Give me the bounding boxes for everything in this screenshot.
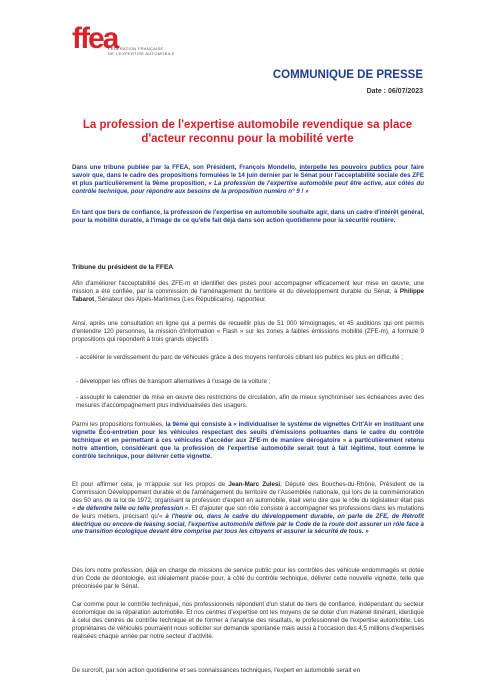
intro-paragraph-1 xyxy=(72,164,424,196)
press-release-title: COMMUNIQUE DE PRESSE xyxy=(272,69,423,81)
body-p3-emphasis: la 9ème qui consiste à « individualiser le système de vignettes Crit'Air en instituant une vignette Éco-entretien pour les véhicules respectant des seuils d'émissions polluantes dans le cadre du contrôle technique et en permettant à ces véhicules d'accéder aux ZFE-m de manière dérogatoire » a particulièrement retenu notre attention, considérant que la profession de l'expertise automobile serait tout à fait légitime, tout comme le contrôle technique, pour délivrer cette vignette. xyxy=(72,421,424,460)
body-paragraph-2: Ainsi, après une consultation en ligne qui a permis de recueillir plus de 51 000 témoignages, et 45 auditions qui ont permis d'entendre 120 personnes, la mission d'information « Flash » sur les zones à faibles émissions mobilité (ZFE-m), a formulé 9 propositions qui répondent à trois grands objectifs : xyxy=(72,320,424,343)
body-paragraph-1 xyxy=(72,280,424,304)
bullet-item-2: - développer les offres de transport alternatives à l'usage de la voiture ; xyxy=(76,378,271,385)
bullet-item-1: - accélérer le verdissement du parc de véhicules grâce à des moyens renforcés ciblant les publics les plus en difficulté ; xyxy=(76,354,403,361)
body-p1-name: Philippe Tabarot xyxy=(72,287,424,303)
body-p4-name: Jean-Marc Zulesi xyxy=(228,481,281,488)
body-p1-b: , Sénateur des Alpes-Maritimes (Les Républicains), rapporteur. xyxy=(94,295,267,303)
headline-line-1: La profession de l'expertise automobile revendique sa place xyxy=(82,119,413,131)
logo-line-1: FÉDÉRATION FRANÇAISE xyxy=(108,46,164,51)
logo-line-2: DE L'EXPERTISE AUTOMOBILE xyxy=(108,51,175,56)
intro-paragraph-2: En tant que tiers de confiance, la profession de l'expertise en automobile souhaite agir, dans un cadre d'intérêt général, pour la mobilité durable, à l'image de ce qu'elle fait déjà dans son action quotidienne pour la sécurité routière. xyxy=(72,209,424,224)
body-p4-quote-2: à l'heure où, dans le cadre du développement durable, on parle de ZFE, de Rétrofit électrique ou encore de leasing social, l'expertise automobile définie par le Code de la route doit assurer un rôle face à une transition écologique devant être comprise par tous les citoyens et assurer la sécurité de tous. » xyxy=(72,512,424,536)
intro-p1-b: pour faire savoir que, dans le cadre des propositions formulées le 14 juin dernier par le Sénat pour l'acceptabilité sociale des ZFE et plus particulièrement la 9ème proposition, xyxy=(72,164,424,187)
body-paragraph-7: De surcroît, par son action quotidienne et ses connaissances techniques, l'expert en automobile serait en xyxy=(72,667,361,674)
body-paragraph-4 xyxy=(72,481,424,536)
body-p4-d: ». Et d'ajouter que son rôle consiste à accompagner les professions dans les mutations de leurs métiers, précisant qu'« xyxy=(72,504,424,520)
intro-p1-a: Dans une tribune publiée par la FFEA, son Président, François Mondello, xyxy=(72,164,300,171)
bullet-item-3: - assouplir le calendrier de mise en œuvre des restrictions de circulation, afin de mieux synchroniser ses échéances avec des mesures d'accompagnement plus individualisées des usagers. xyxy=(76,394,424,409)
intro-p1-underline: interpelle les pouvoirs publics xyxy=(299,164,392,171)
section-title: Tribune du président de la FFEA xyxy=(72,264,174,271)
body-p3-a: Parmi les propositions formulées, xyxy=(72,421,166,428)
intro-p1-quote: « La profession de l'expertise automobile peut être active, aux côtés du contrôle technique, pour répondre aux besoins de la proposition numéro n° 9 ! » xyxy=(72,179,424,195)
body-p4-quote-1: de défendre telle ou telle profession xyxy=(77,504,184,512)
body-p4-b: , Député des Bouches-du-Rhône, Président de la Commission Développement durable et de l'aménagement du territoire de l'Assemblée nationale, qui lors de la commémoration des 50 ans de la loi de 1972, organisant la profession d'expert en automobile, était venu dire que le rôle du législateur était pas « xyxy=(72,481,424,512)
body-paragraph-5: Dès lors notre profession, déjà en charge de missions de service public pour les contrôles des véhicule endommagés et dotée d'un Code de déontologie, est idéalement placée pour, à côté du contrôle technique, délivrer cette nouvelle vignette, telle que préconisée par le Sénat. xyxy=(72,567,424,590)
logo-mark: ffea xyxy=(72,22,118,55)
body-paragraph-3 xyxy=(72,421,424,461)
body-paragraph-6: Car comme pour le contrôle technique, nos professionnels répondent d'un statut de tiers de confiance, indépendant du secteur économique de la réparation automobile. Et nos centres d'expertise ont les moyens de se doter d'un matériel itinérant, identique à celui des centres de contrôle technique et de former à l'analyse des résultats, le professionnel de l'expertise automobile. Les propriétaires de véhicules pourraient nous solliciter sur demande spontanée mais aussi à l'occasion des 4,5 millions d'expertises réalisées chaque année par notre secteur d'activité. xyxy=(72,601,424,640)
headline xyxy=(72,118,423,146)
ffea-logo xyxy=(72,22,175,62)
body-p4-a: Et pour affirmer cela, je m'appuie sur les propos de xyxy=(72,481,229,488)
headline-line-2: d'acteur reconnu pour la mobilité verte xyxy=(141,133,354,145)
body-p1-a: Afin d'améliorer l'acceptabilité des ZFE-m et identifier des pistes pour accompagner efficacement leur mise en œuvre, une mission a été confiée, par la commission de l'aménagement du territoire et du développement durable du Sénat, à xyxy=(72,280,424,295)
release-date: Date : 06/07/2023 xyxy=(366,88,423,95)
